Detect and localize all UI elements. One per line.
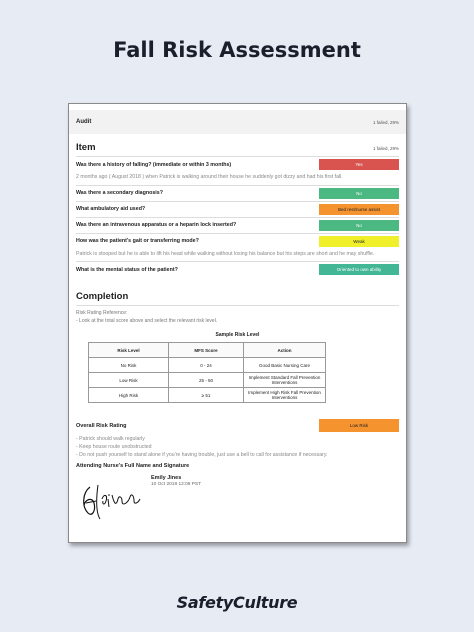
page-title: Fall Risk Assessment: [113, 38, 361, 62]
item-section-header: [76, 142, 399, 156]
table-row: [89, 373, 326, 388]
table-row: [89, 388, 326, 403]
assessment-document: [68, 103, 407, 543]
table-cell: Good Basic Nursing Care: [244, 358, 326, 373]
list-item: - Patrick should walk regularly: [76, 436, 145, 443]
question-text: Was there an intravenous apparatus or a heparin lock inserted?: [76, 222, 237, 229]
question-text: What is the mental status of the patient?: [76, 266, 178, 273]
question-row: [76, 201, 399, 217]
table-cell: 25 - 50: [169, 373, 244, 388]
completion-title: Completion: [76, 291, 399, 306]
signer-name: Emily Jines: [151, 475, 182, 482]
question-text: How was the patient's gait or transferring mode?: [76, 238, 199, 245]
item-section-title: Item: [76, 142, 96, 153]
table-cell: Implement High Risk Fall Prevention Interventions: [244, 388, 326, 403]
overall-risk-label: Overall Risk Rating: [76, 422, 127, 429]
list-item: - Keep house route unobstructed: [76, 443, 152, 450]
item-section-meta: 1 failed, 29%: [372, 146, 399, 151]
table-header: Risk Level: [89, 343, 169, 358]
safetyculture-logo: SafetyCulture: [176, 593, 298, 612]
answer-badge[interactable]: Yes: [319, 159, 399, 170]
answer-badge[interactable]: Oriented to own ability: [319, 264, 399, 275]
list-item: - Do not push yourself to stand alone if you're having trouble, just use a bell to call for assistance if necessary.: [76, 451, 328, 458]
question-text: Was there a secondary diagnosis?: [76, 190, 163, 197]
table-header: Action: [244, 343, 326, 358]
table-cell: 0 - 24: [169, 358, 244, 373]
table-cell: ≥ 51: [169, 388, 244, 403]
audit-meta: 1 failed, 29%: [372, 119, 399, 125]
signature-label: Attending Nurse's Full Name and Signature: [76, 463, 190, 470]
question-row: [76, 156, 399, 172]
answer-badge[interactable]: No: [319, 188, 399, 199]
question-row: [76, 233, 399, 249]
table-header: MFS Score: [169, 343, 244, 358]
recommendation-list: [76, 436, 399, 459]
question-note: 2 months ago ( August 2018 ) when Patrick is walking around their house he suddenly got dizzy and had his first fall.: [76, 174, 343, 180]
audit-bar: [69, 110, 406, 134]
table-cell: High Risk: [89, 388, 169, 403]
handwritten-signature: [76, 473, 146, 523]
question-text: What ambulatory aid used?: [76, 206, 146, 213]
signature-timestamp: 10 Oct 2018 12:08 PST: [151, 482, 202, 488]
risk-reference-text: - Look at the total score above and select the relevant risk level.: [76, 317, 218, 324]
risk-level-table: [88, 342, 326, 403]
question-text: Was there a history of falling? (immediate or within 3 months): [76, 161, 232, 168]
question-row: [76, 185, 399, 201]
signature-block: [76, 473, 399, 523]
question-row: [76, 261, 399, 277]
table-cell: Implement Standard Fall Prevention Interventions: [244, 373, 326, 388]
risk-reference-label: Risk Rating Reference:: [76, 310, 128, 317]
answer-badge[interactable]: No: [319, 220, 399, 231]
risk-table-caption: Sample Risk Level: [215, 332, 260, 339]
overall-risk-row: [76, 419, 399, 432]
overall-risk-badge[interactable]: Low Risk: [319, 419, 399, 432]
answer-badge[interactable]: Bed rest/nurse assist: [319, 204, 399, 215]
table-row: [89, 358, 326, 373]
table-cell: No Risk: [89, 358, 169, 373]
question-row: [76, 217, 399, 233]
answer-badge[interactable]: Weak: [319, 236, 399, 247]
table-cell: Low Risk: [89, 373, 169, 388]
question-note: Patrick is stooped but he is able to lift his head while walking without losing his balance but his steps are short and he may shuffle.: [76, 250, 375, 257]
audit-label: Audit: [76, 119, 92, 125]
